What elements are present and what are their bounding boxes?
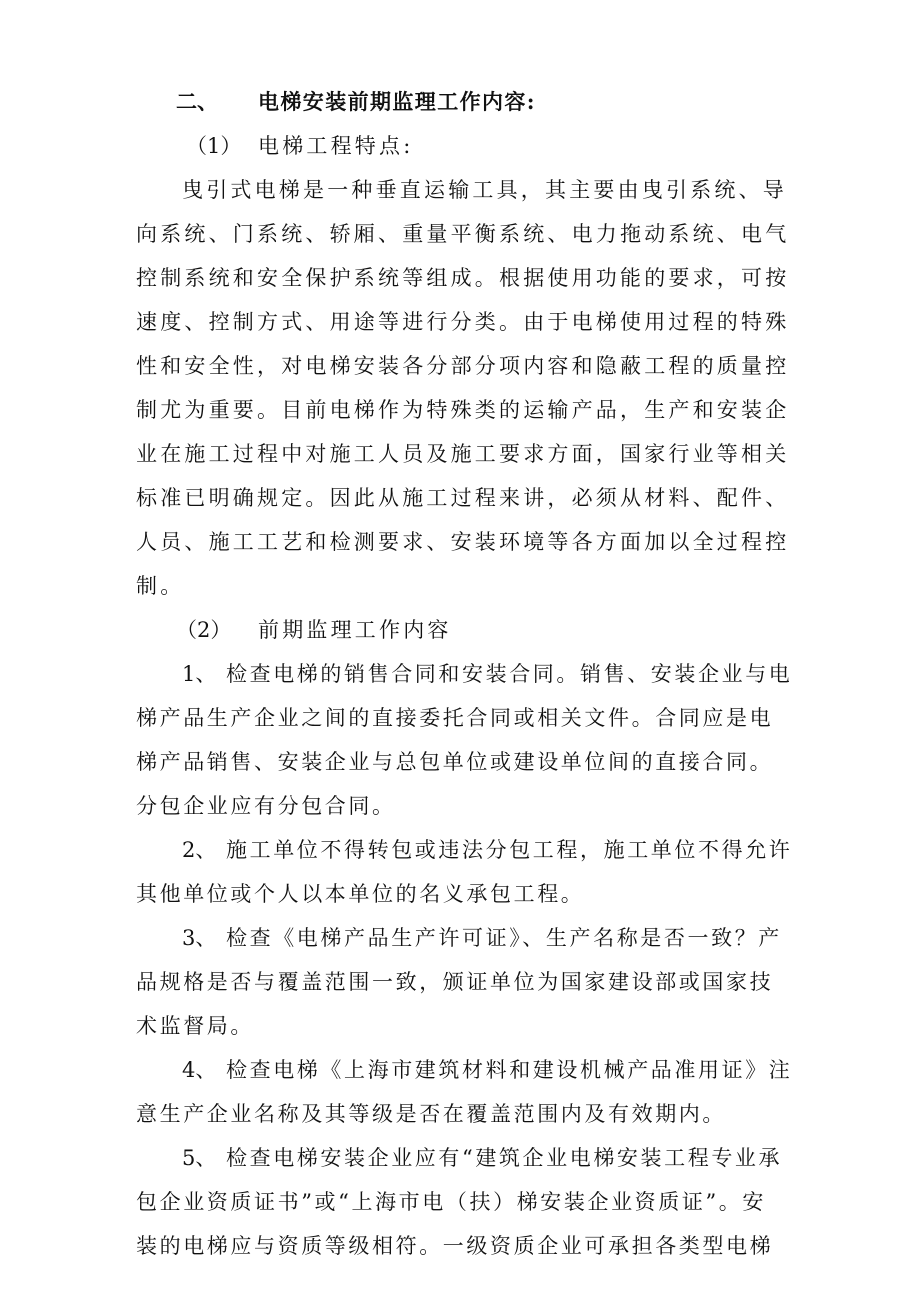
list-item-line: 意生产企业名称及其等级是否在覆盖范围内及有效期内。 [136,1102,726,1126]
list-item-line: 分包企业应有分包合同。 [136,794,396,818]
subheading-2-number: （2） [176,618,232,642]
paragraph-line: 人员、施工工艺和检测要求、安装环境等各方面加以全过程控 [136,530,790,554]
subheading-1 [0,126,920,166]
list-item-3: 3、 检查《电梯产品生产许可证》、生产名称是否一致？产 [0,918,920,958]
list-item-line: 梯产品销售、安装企业与总包单位或建设单位间的直接合同。 [136,750,774,774]
paragraph-line: 控制系统和安全保护系统等组成。根据使用功能的要求，可按 [136,266,790,290]
subheading-2 [0,610,920,650]
list-item-number: 3、 [182,926,217,950]
section-number: 二、 [176,89,218,114]
list-item-number: 2、 [182,838,217,862]
paragraph-line: 制尤为重要。目前电梯作为特殊类的运输产品，生产和安装企 [136,398,790,422]
list-item-1: 1、 检查电梯的销售合同和安装合同。销售、安装企业与电 [0,654,920,694]
list-item-2: 2、 施工单位不得转包或违法分包工程，施工单位不得允许 [0,830,920,870]
list-item-4: 4、 检查电梯《上海市建筑材料和建设机械产品准用证》注 [0,1050,920,1090]
list-item-line: 包企业资质证书”或“上海市电（扶）梯安装企业资质证”。安 [136,1190,767,1214]
subheading-2-title: 前期监理工作内容 [258,618,452,642]
paragraph-line: 向系统、门系统、轿厢、重量平衡系统、电力拖动系统、电气 [136,222,790,246]
list-item-line: 梯产品生产企业之间的直接委托合同或相关文件。合同应是电 [136,706,774,730]
paragraph-line: 制。 [136,574,185,598]
list-item-5: 5、 检查电梯安装企业应有“建筑企业电梯安装工程专业承 [0,1138,920,1178]
list-item-number: 1、 [182,662,217,686]
subheading-1-number: （1） [186,134,242,158]
paragraph-line: 标准已明确规定。因此从施工过程来讲，必须从材料、配件、 [136,486,790,510]
subheading-1-title: 电梯工程特点: [258,134,414,158]
paragraph-line: 业在施工过程中对施工人员及施工要求方面，国家行业等相关 [136,442,790,466]
paragraph-line: 性和安全性，对电梯安装各分部分项内容和隐蔽工程的质量控 [136,354,790,378]
section-heading [0,82,920,122]
list-item-line: 术监督局。 [136,1014,254,1038]
list-item-line: 装的电梯应与资质等级相符。一级资质企业可承担各类型电梯 [136,1234,774,1258]
list-item-line: 其他单位或个人以本单位的名义承包工程。 [136,882,585,906]
paragraph-line: 曳引式电梯是一种垂直运输工具，其主要由曳引系统、导 [182,178,787,202]
section-title: 电梯安装前期监理工作内容: [258,89,536,114]
list-item-line: 品规格是否与覆盖范围一致，颁证单位为国家建设部或国家技 [136,970,774,994]
list-item-number: 4、 [182,1058,217,1082]
paragraph-line: 速度、控制方式、用途等进行分类。由于电梯使用过程的特殊 [136,310,790,334]
list-item-number: 5、 [182,1146,217,1170]
